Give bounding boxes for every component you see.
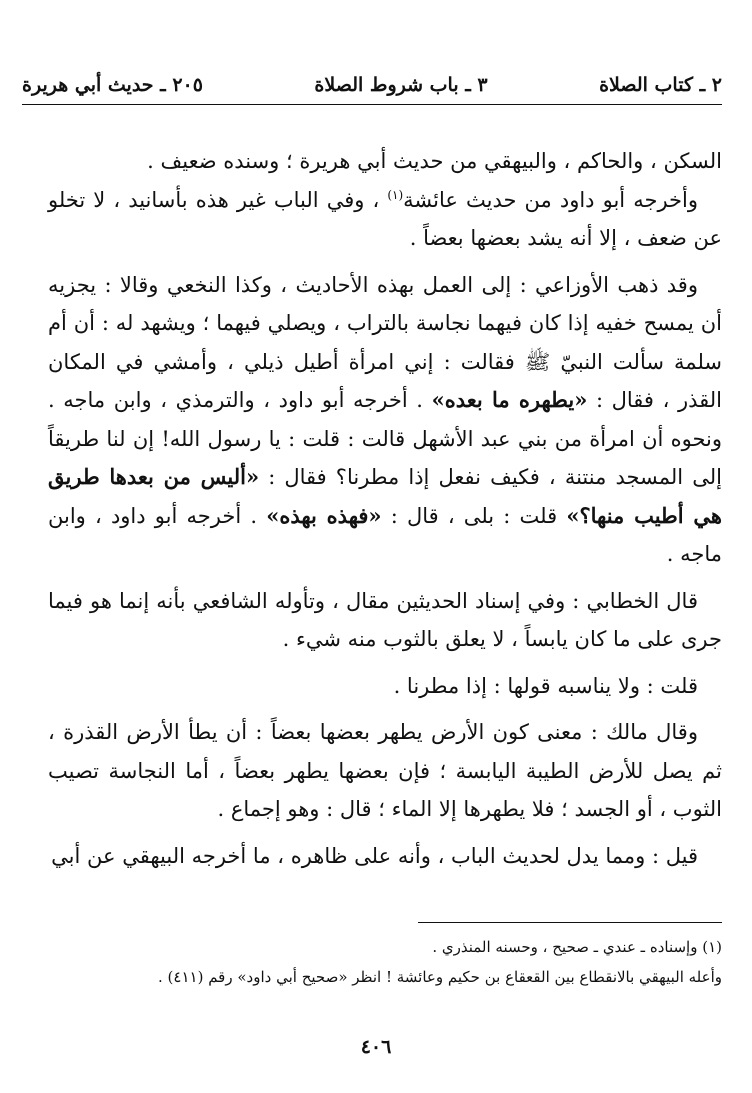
- paragraph-3-text-d: . أخرجه أبو داود ، وابن ماجه .: [48, 503, 722, 566]
- footnotes: [40, 932, 722, 992]
- paragraph-4-text: قال الخطابي : وفي إسناد الحديثين مقال ، وتأوله الشافعي بأنه إنما هو فيما جرى على ما كان يابساً ، لا يعلق بالثوب منه شيء .: [48, 588, 722, 651]
- paragraph-5-text: قلت : ولا يناسبه قولها : إذا مطرنا .: [393, 673, 698, 698]
- header-hadith-title: ٢٠٥ ـ حديث أبي هريرة: [22, 74, 203, 96]
- hadith-quote-1: «يطهره ما بعده»: [431, 387, 588, 412]
- paragraph-6: [48, 713, 722, 829]
- header-book-title: ٢ ـ كتاب الصلاة: [599, 74, 722, 96]
- footnote-divider: [418, 922, 722, 923]
- paragraph-2-text-b: ، وفي الباب غير هذه بأسانيد ، لا تخلو عن ضعف ، إلا أنه يشد بعضها بعضاً .: [48, 187, 722, 250]
- paragraph-2-text-a: وأخرجه أبو داود من حديث عائشة: [403, 187, 698, 212]
- running-header: [22, 68, 722, 102]
- header-chapter-title: ٣ ـ باب شروط الصلاة: [314, 74, 488, 96]
- paragraph-3-text-c: قلت : بلى ، قال :: [381, 503, 567, 528]
- paragraph-3: [48, 266, 722, 574]
- footnote-1-continuation: وأعله البيهقي بالانقطاع بين القعقاع بن حكيم وعائشة ! انظر «صحيح أبي داود» رقم (٤١١) .: [158, 968, 722, 986]
- paragraph-2: [48, 181, 722, 258]
- paragraph-4: [48, 582, 722, 659]
- hadith-quote-2: «أليس من بعدها طريق هي أطيب منها؟»: [48, 464, 722, 528]
- paragraph-7-text: قيل : ومما يدل لحديث الباب ، وأنه على ظاهره ، ما أخرجه البيهقي عن أبي: [51, 843, 698, 868]
- paragraph-1: [48, 142, 722, 181]
- main-text: [48, 142, 722, 875]
- paragraph-5: [48, 667, 722, 706]
- page-number: ٤٠٦: [360, 1036, 392, 1058]
- paragraph-7: [48, 837, 722, 876]
- header-divider: [22, 104, 722, 105]
- paragraph-1-text: السكن ، والحاكم ، والبيهقي من حديث أبي هريرة ؛ وسنده ضعيف .: [147, 149, 722, 173]
- paragraph-3-text-a: وقد ذهب الأوزاعي : إلى العمل بهذه الأحاديث ، وكذا النخعي وقالا : يجزيه أن يمسح خفيه إذا كان فيهما نجاسة بالتراب ، ويصلي فيهما ؛ ويشهد له : أن أم سلمة سألت النبيّ ﷺ فقالت : إني امرأة أطيل ذيلي ، وأمشي في المكان القذر ، فقال :: [48, 272, 722, 412]
- hadith-quote-3: «فهذه بهذه»: [266, 502, 382, 528]
- footnote-reference[interactable]: (١): [387, 187, 404, 202]
- footnote-1: (١) وإسناده ـ عندي ـ صحيح ، وحسنه المنذري .: [432, 938, 722, 956]
- paragraph-6-text: وقال مالك : معنى كون الأرض يطهر بعضها بعضاً : أن يطأ الأرض القذرة ، ثم يصل للأرض الطيبة اليابسة ؛ فإن بعضها يطهر بعضاً ، أما النجاسة تصيب الثوب ، أو الجسد ؛ فلا يطهرها إلا الماء ؛ قال : وهو إجماع .: [48, 720, 722, 821]
- paragraph-3-text-b: . أخرجه أبو داود ، والترمذي ، وابن ماجه . ونحوه أن امرأة من بني عبد الأشهل قالت : قلت : يا رسول الله! إن لنا طريقاً إلى المسجد منتنة ، فكيف نفعل إذا مطرنا؟ فقال :: [48, 388, 722, 489]
